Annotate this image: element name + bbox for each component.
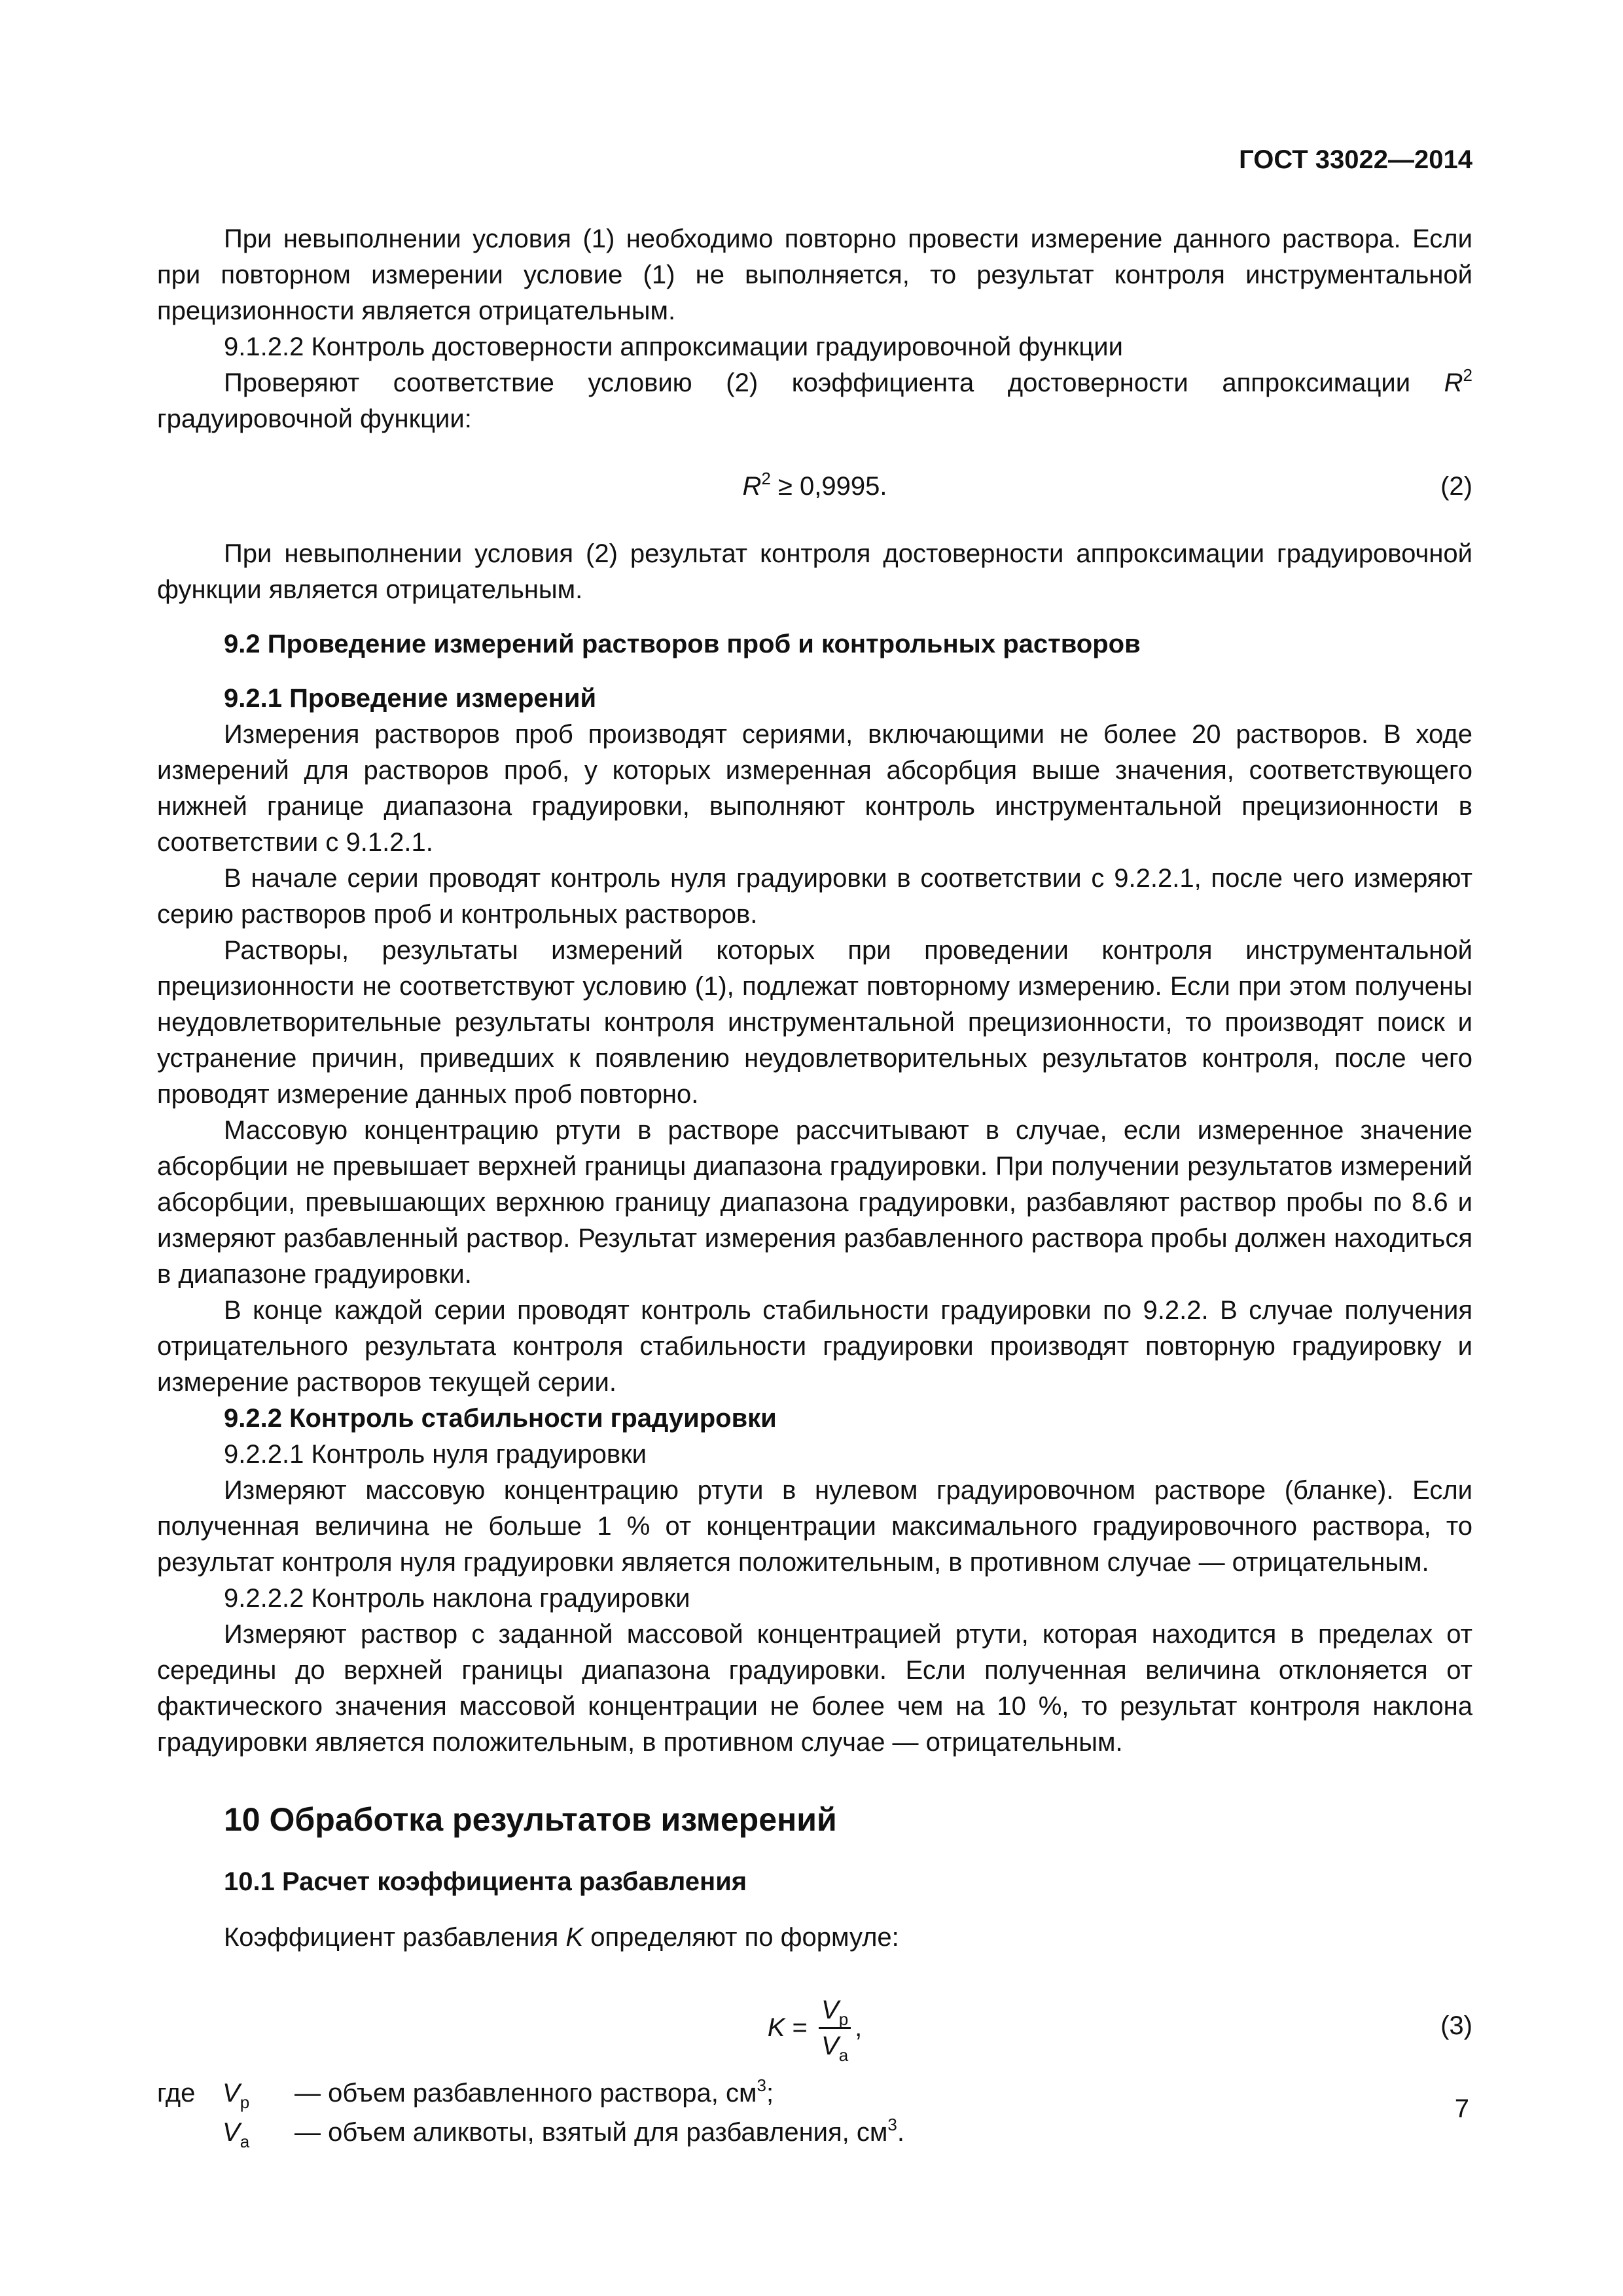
paragraph: В начале серии проводят контроль нуля градуировки в соответствии с 9.2.2.1, после чего измеряют серию растворов проб и контрольных растворов. (157, 864, 1472, 929)
subsection-title: 9.2.2.1 Контроль нуля градуировки (224, 1440, 647, 1469)
paragraph: При невыполнении условия (1) необходимо повторно провести измерение данного раствора. Если при повторном измерении условие (1) не выполняется, то результат контроля инструментальной прецизионности является отрицательным. (157, 224, 1472, 325)
paragraph: При невыполнении условия (2) результат контроля достоверности аппроксимации градуировочной функции является отрицательным. (157, 539, 1472, 604)
paragraph: Растворы, результаты измерений которых при проведении контроля инструментальной прецизионности не соответствуют условию (1), подлежат повторному измерению. Если при этом получены неудовлетворительные результаты контроля инструментальной прецизионности, то производят поиск и устранение причин, приведших к появлению неудовлетворительных результатов контроля, после чего проводят измерение данных проб повторно. (157, 936, 1472, 1109)
subsection-title: 9.2.2.2 Контроль наклона градуировки (224, 1584, 690, 1613)
formula-3: K = $\frac{V_р}{V_а}$ , (3) (157, 1982, 1472, 2073)
subsection-title: 9.1.2.2 Контроль достоверности аппроксимации градуировочной функции (224, 332, 1123, 361)
variable-definitions (157, 2073, 1472, 2152)
paragraph: Коэффициент разбавления K определяют по формуле: (224, 1923, 899, 1952)
where-label: где (157, 2079, 196, 2108)
variable-symbol: $V_а$ (223, 2118, 250, 2151)
section-heading-9-2: 9.2 Проведение измерений растворов проб и контрольных растворов (224, 630, 1141, 658)
paragraph: Массовую концентрацию ртути в растворе рассчитывают в случае, если измеренное значение абсорбции не превышает верхней границы диапазона градуировки. При получении результатов измерений абсорбции, превышающих верхнюю границу диапазона градуировки, разбавляют раствор пробы по 8.6 и измеряют разбавленный раствор. Результат измерения разбавленного раствора пробы должен находиться в диапазоне градуировки. (157, 1116, 1472, 1289)
document-body (157, 0, 1472, 2152)
paragraph: Измеряют раствор с заданной массовой концентрацией ртути, которая находится в пределах от середины до верхней границы диапазона градуировки. Если полученная величина отклоняется от фактического значения массовой концентрации не более чем на 10 %, то результат контроля наклона градуировки является положительным, в противном случае — отрицательным. (157, 1620, 1472, 1757)
page-number: 7 (1454, 2094, 1469, 2123)
formula-2: $R^2 \ge 0,9995$. (2) (157, 469, 1472, 505)
subsection-heading-9-2-2: 9.2.2 Контроль стабильности градуировки (224, 1404, 777, 1433)
subsection-heading-9-2-1: 9.2.1 Проведение измерений (224, 684, 597, 713)
document-header: ГОСТ 33022—2014 (1239, 145, 1472, 174)
formula-number: (2) (1440, 472, 1472, 501)
subsection-heading-10-1: 10.1 Расчет коэффициента разбавления (224, 1867, 747, 1896)
paragraph: Проверяют соответствие условию (2) коэффициента достоверности аппроксимации $R^2$ градуировочной функции: (157, 365, 1472, 433)
formula-number: (3) (1440, 2011, 1472, 2040)
paragraph: Измеряют массовую концентрацию ртути в нулевом градуировочном растворе (бланке). Если полученная величина не больше 1 % от концентрации максимального градуировочного раствора, то результат контроля нуля градуировки является положительным, в противном случае — отрицательным. (157, 1476, 1472, 1577)
variable-description: — объем разбавленного раствора, $см^3$; (294, 2075, 774, 2108)
variable-symbol: $V_р$ (223, 2079, 250, 2112)
fraction: $\frac{V_р}{V_а}$ (819, 1993, 851, 2063)
paragraph: В конце каждой серии проводят контроль стабильности градуировки по 9.2.2. В случае получения отрицательного результата контроля стабильности градуировки производят повторную градуировку и измерение растворов текущей серии. (157, 1296, 1472, 1397)
paragraph: Измерения растворов проб производят сериями, включающими не более 20 растворов. В ходе измерений для растворов проб, у которых измеренная абсорбция выше значения, соответствующего нижней границе диапазона градуировки, выполняют контроль инструментальной прецизионности в соответствии с 9.1.2.1. (157, 720, 1472, 857)
section-heading-10: 10 Обработка результатов измерений (224, 1801, 837, 1838)
variable-description: — объем аликвоты, взятый для разбавления, $см^3$. (294, 2115, 904, 2147)
